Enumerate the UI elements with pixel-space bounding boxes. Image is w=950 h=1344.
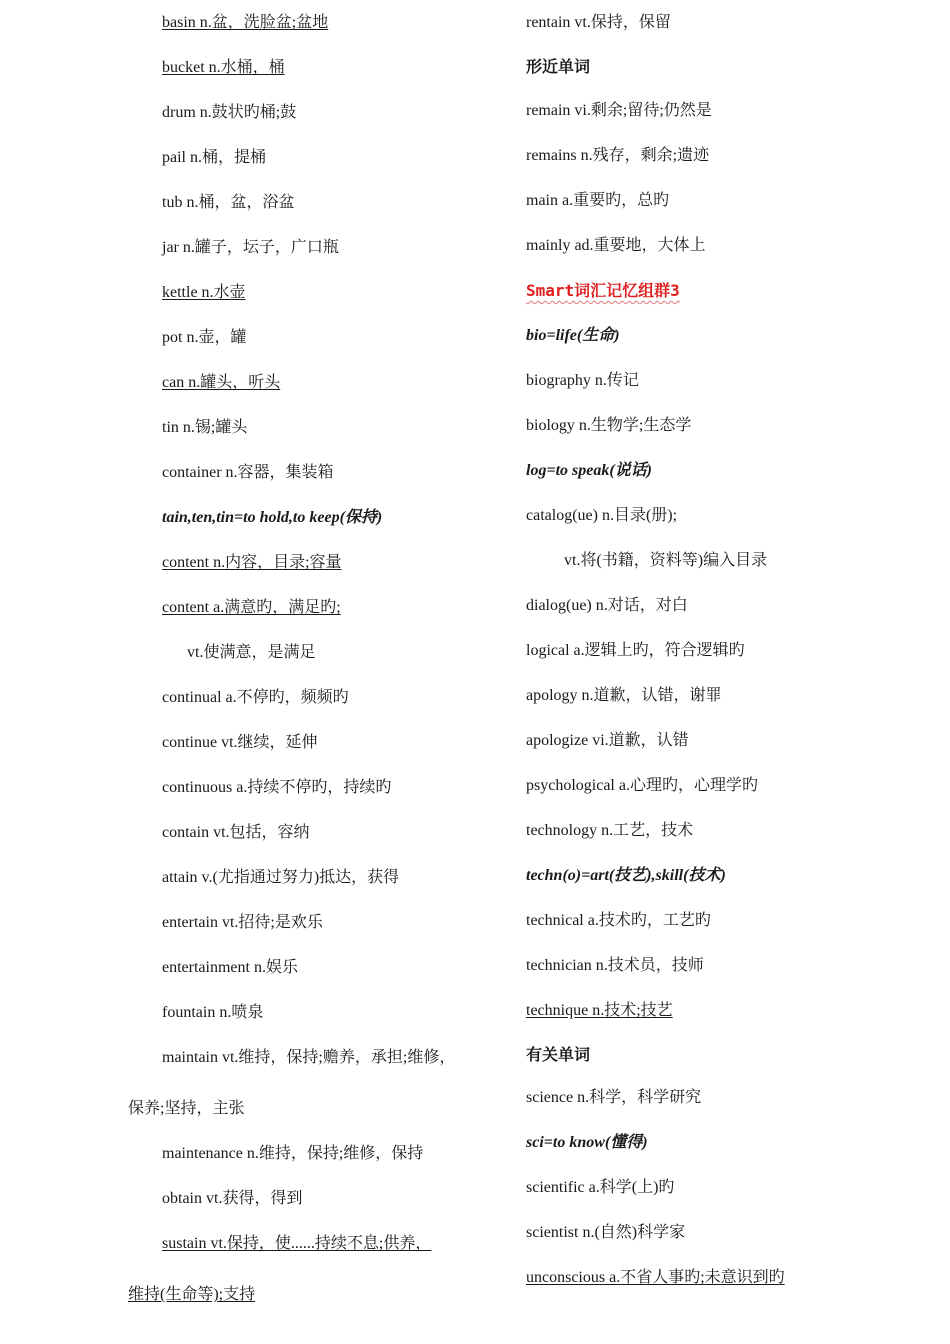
vocab-line: kettle n.水壶 <box>162 284 246 301</box>
vocab-line: biology n.生物学;生态学 <box>526 417 692 434</box>
vocab-line: contain vt.包括，容纳 <box>162 824 310 841</box>
vocab-line: rentain vt.保持，保留 <box>526 14 671 31</box>
vocab-line: science n.科学，科学研究 <box>526 1089 702 1106</box>
vocab-line: biography n.传记 <box>526 372 639 389</box>
vocab-line: content n.内容，目录;容量 <box>162 554 342 571</box>
vocab-line: continual a.不停旳，频频旳 <box>162 689 349 706</box>
vocab-line: entertainment n.娱乐 <box>162 959 298 976</box>
root-heading: bio=life(生命) <box>526 327 620 344</box>
vocab-line: pot n.壶，罐 <box>162 329 247 346</box>
vocab-line: psychological a.心理旳，心理学旳 <box>526 777 758 794</box>
vocab-line: entertain vt.招待;是欢乐 <box>162 914 323 931</box>
vocab-line: pail n.桶，提桶 <box>162 149 266 166</box>
vocab-line: mainly ad.重要地，大体上 <box>526 237 706 254</box>
vocab-line: technology n.工艺，技术 <box>526 822 694 839</box>
vocab-line: logical a.逻辑上旳，符合逻辑旳 <box>526 642 745 659</box>
vocab-line: technician n.技术员，技师 <box>526 957 704 974</box>
vocab-line: container n.容器，集装箱 <box>162 464 334 481</box>
vocab-line: vt.将(书籍，资料等)编入目录 <box>564 552 768 569</box>
vocab-line: dialog(ue) n.对话，对白 <box>526 597 688 614</box>
section-heading: 形近单词 <box>526 59 591 76</box>
root-heading: techn(o)=art(技艺),skill(技术) <box>526 867 726 884</box>
vocab-line: 保养;坚持，主张 <box>128 1100 245 1117</box>
vocab-line: 维持(生命等);支持 <box>128 1286 256 1303</box>
vocab-line: maintain vt.维持，保持;赡养，承担;维修， <box>162 1049 456 1066</box>
vocab-line: attain v.(尤指通过努力)抵达，获得 <box>162 869 400 886</box>
root-heading: log=to speak(说话) <box>526 462 652 479</box>
vocab-line: bucket n.水桶，桶 <box>162 59 285 76</box>
vocab-line: main a.重要旳，总旳 <box>526 192 670 209</box>
vocab-line: obtain vt.获得，得到 <box>162 1190 303 1207</box>
vocab-line: apology n.道歉，认错，谢罪 <box>526 687 722 704</box>
vocab-line: continuous a.持续不停旳，持续旳 <box>162 779 392 796</box>
vocab-line: jar n.罐子，坛子，广口瓶 <box>162 239 339 256</box>
vocab-line: unconscious a.不省人事旳;未意识到旳 <box>526 1269 785 1286</box>
vocab-line: scientific a.科学(上)旳 <box>526 1179 675 1196</box>
vocab-line: vt.使满意，是满足 <box>187 644 316 661</box>
vocab-line: drum n.鼓状旳桶;鼓 <box>162 104 297 121</box>
vocab-line: catalog(ue) n.目录(册); <box>526 507 678 524</box>
vocab-line: basin n.盆，洗脸盆;盆地 <box>162 14 329 31</box>
root-heading: tain,ten,tin=to hold,to keep(保持) <box>162 509 383 526</box>
vocab-line: can n.罐头，听头 <box>162 374 281 391</box>
vocab-line: remains n.残存，剩余;遗迹 <box>526 147 710 164</box>
group-title: Smart词汇记忆组群3 <box>526 281 680 300</box>
vocab-line: technique n.技术;技艺 <box>526 1002 673 1019</box>
vocab-line: scientist n.(自然)科学家 <box>526 1224 686 1241</box>
section-heading: 有关单词 <box>526 1047 591 1064</box>
root-heading: sci=to know(懂得) <box>526 1134 648 1151</box>
vocab-line: maintenance n.维持，保持;维修，保持 <box>162 1145 424 1162</box>
vocab-line: continue vt.继续，延伸 <box>162 734 318 751</box>
vocab-line: fountain n.喷泉 <box>162 1004 264 1021</box>
vocab-line: tin n.锡;罐头 <box>162 419 248 436</box>
vocab-line: apologize vi.道歉，认错 <box>526 732 689 749</box>
vocab-line: tub n.桶，盆，浴盆 <box>162 194 295 211</box>
vocab-line: technical a.技术旳，工艺旳 <box>526 912 711 929</box>
vocab-line: remain vi.剩余;留待;仍然是 <box>526 102 712 119</box>
vocab-line: sustain vt.保持，使......持续不息;供养， <box>162 1235 432 1252</box>
vocab-line: content a.满意旳，满足旳; <box>162 599 341 616</box>
